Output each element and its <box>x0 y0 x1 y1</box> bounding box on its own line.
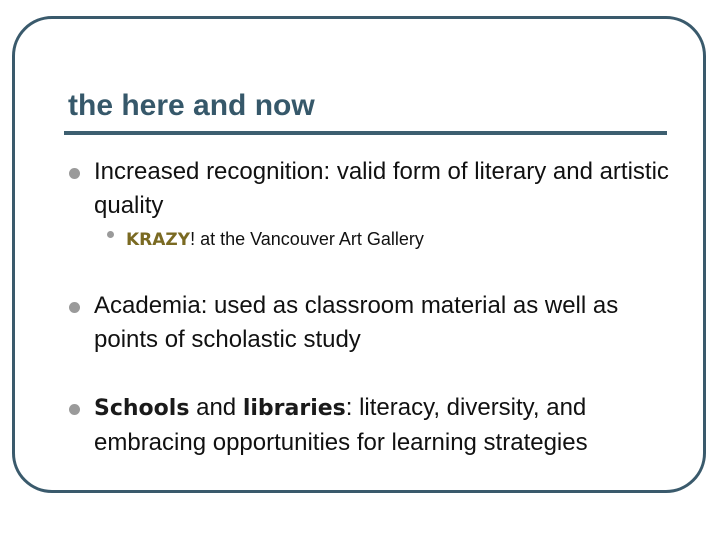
sub-item-text: at the Vancouver Art Gallery <box>195 229 424 249</box>
schools-emphasis: Schools <box>94 396 190 421</box>
list-item-recognition: Increased recognition: valid form of literary and artistic quality <box>94 158 669 219</box>
item-text-and: and <box>189 394 243 421</box>
libraries-emphasis: libraries <box>242 396 346 421</box>
krazy-emphasis: KRAZY <box>126 230 191 250</box>
item-text-rest: : literacy, diversity, and embracing opportunities for learning strategies <box>94 394 588 456</box>
title-underline <box>64 131 667 135</box>
sub-item-krazy <box>126 227 424 252</box>
list-item-academia: Academia: used as classroom material as well as points of scholastic study <box>94 292 619 353</box>
bullet-icon <box>69 404 80 415</box>
bullet-icon <box>69 302 80 313</box>
list-item-schools-libraries <box>94 391 684 460</box>
bullet-icon <box>69 168 80 179</box>
krazy-exclamation: ! <box>190 229 196 249</box>
slide-title: the here and now <box>68 89 315 122</box>
sub-bullet-icon <box>107 231 114 238</box>
